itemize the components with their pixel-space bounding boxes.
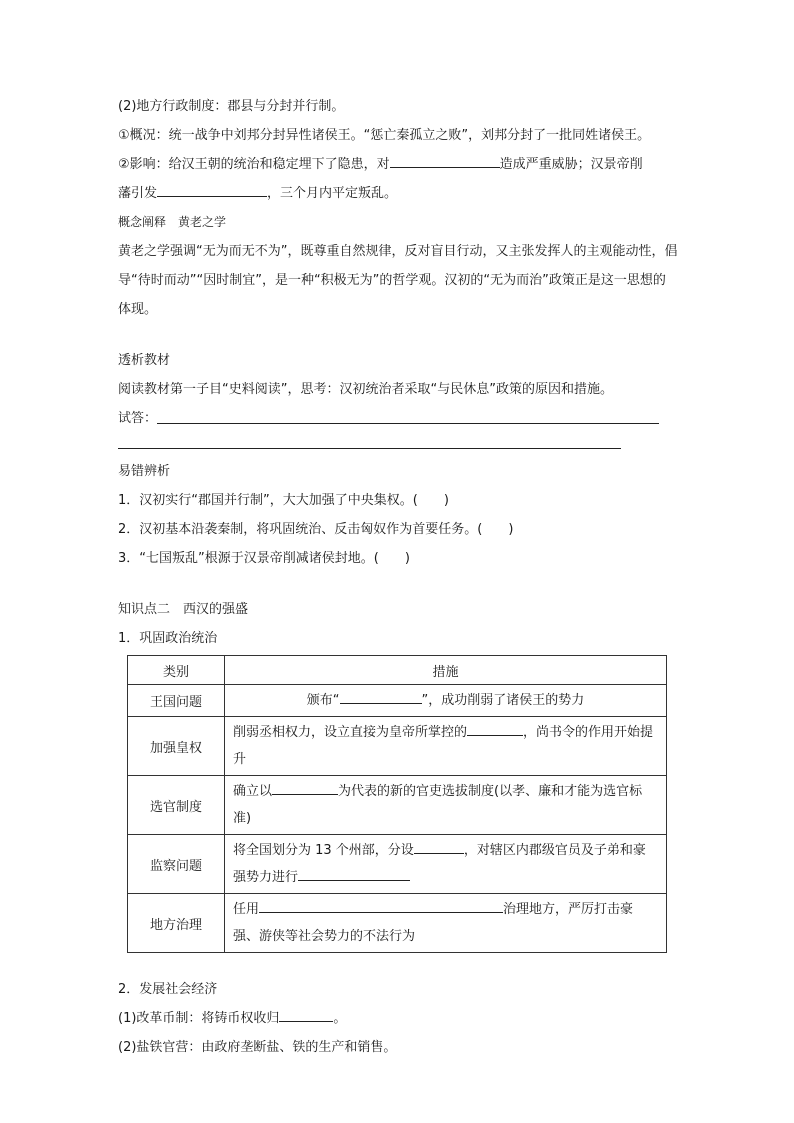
document-page	[118, 92, 678, 1062]
table-cell-measure	[225, 685, 667, 717]
measure-text: 为代表的新的官吏选拔制度(以孝、廉和才能为选官标准)	[233, 784, 643, 826]
fill-blank-inspector[interactable]	[414, 839, 464, 854]
impact-text-d: ，三个月内平定叛乱。	[267, 186, 398, 201]
table-cell-category: 监察问题	[128, 835, 225, 894]
table-row	[128, 685, 667, 717]
error-item-2: 2．汉初基本沿袭秦制，将巩固统治、反击匈奴作为首要任务。( )	[118, 522, 514, 537]
table-cell-category: 地方治理	[128, 894, 225, 953]
measure-text: ，尚书令的作用开始提升	[233, 725, 654, 767]
answer-label: 试答：	[118, 411, 158, 426]
textbook-title: 透析教材	[118, 353, 171, 368]
fill-blank-supervision[interactable]	[298, 866, 410, 881]
measure-text: 削弱丞相权力，设立直接为皇帝所掌控的	[233, 725, 468, 740]
local-admin-heading: (2)地方行政制度：郡县与分封并行制。	[118, 99, 345, 114]
measure-text: ”，成功削弱了诸侯王的势力	[421, 693, 585, 708]
table-row	[128, 835, 667, 894]
subsection-politics: 1．巩固政治统治	[118, 631, 218, 646]
subsection-economy: 2．发展社会经济	[118, 982, 218, 997]
answer-row	[118, 404, 678, 433]
measure-text: 颁布“	[306, 693, 340, 708]
table-cell-category: 加强皇权	[128, 717, 225, 776]
measure-text: 确立以	[233, 784, 273, 799]
economy-item-1	[118, 1004, 678, 1033]
economy-text: (1)改革币制：将铸币权收归	[118, 1011, 280, 1026]
table-cell-category: 王国问题	[128, 685, 225, 717]
measure-text: 治理地方，严厉打击豪强、游侠等社会势力的不法行为	[233, 902, 634, 944]
fill-blank-mint[interactable]	[279, 1007, 333, 1022]
table-header-category: 类别	[128, 656, 225, 685]
table-cell-category: 选官制度	[128, 776, 225, 835]
fill-blank-inner-court[interactable]	[467, 721, 523, 736]
table-cell-measure	[225, 776, 667, 835]
measure-text: ，对辖区内郡级官员及子弟和豪强势力进行	[233, 843, 646, 885]
fill-blank-rebellion[interactable]	[157, 182, 267, 197]
table-row	[128, 776, 667, 835]
table-row	[128, 894, 667, 953]
impact-line-1	[118, 150, 678, 179]
fill-blank-selection[interactable]	[272, 780, 338, 795]
errors-title: 易错辨析	[118, 464, 171, 479]
impact-line-2	[118, 179, 678, 208]
table-row	[128, 717, 667, 776]
impact-text-b: 造成严重威胁；汉景帝削	[499, 157, 643, 172]
economy-item-2: (2)盐铁官营：由政府垄断盐、铁的生产和销售。	[118, 1040, 397, 1055]
concept-body: 黄老之学强调“无为而无不为”，既尊重自然规律，反对盲目行动，又主张发挥人的主观能动性，倡导“待时而动”“因时制宜”，是一种“积极无为”的哲学观。汉初的“无为而治”政策正是这一思想的体现。	[118, 244, 678, 317]
impact-text-c: 藩引发	[118, 186, 158, 201]
overview-line: ①概况：统一战争中刘邦分封异性诸侯王。“惩亡秦孤立之败”，刘邦分封了一批同姓诸侯王。	[118, 128, 651, 143]
error-item-1: 1．汉初实行“郡国并行制”，大大加强了中央集权。( )	[118, 493, 449, 508]
table-header-row	[128, 656, 667, 685]
table-cell-measure	[225, 835, 667, 894]
fill-blank-officials[interactable]	[259, 898, 503, 913]
measures-table	[127, 655, 667, 953]
measure-text: 任用	[233, 902, 260, 917]
error-item-3: 3．“七国叛乱”根源于汉景帝削减诸侯封地。( )	[118, 551, 410, 566]
table-cell-measure	[225, 717, 667, 776]
textbook-prompt: 阅读教材第一子目“史料阅读”，思考：汉初统治者采取“与民休息”政策的原因和措施。	[118, 382, 613, 397]
table-cell-measure	[225, 894, 667, 953]
fill-blank-decree[interactable]	[340, 689, 422, 704]
measure-text: 将全国划分为 13 个州部，分设	[233, 843, 414, 858]
economy-text: 。	[333, 1011, 347, 1026]
fill-blank-threat[interactable]	[390, 153, 500, 168]
concept-title: 概念阐释 黄老之学	[118, 215, 227, 229]
knowledge-point-title: 知识点二 西汉的强盛	[118, 602, 249, 617]
table-header-measures: 措施	[225, 656, 667, 685]
impact-text-a: ②影响：给汉王朝的统治和稳定埋下了隐患，对	[118, 157, 390, 172]
answer-line-1[interactable]	[157, 409, 659, 424]
